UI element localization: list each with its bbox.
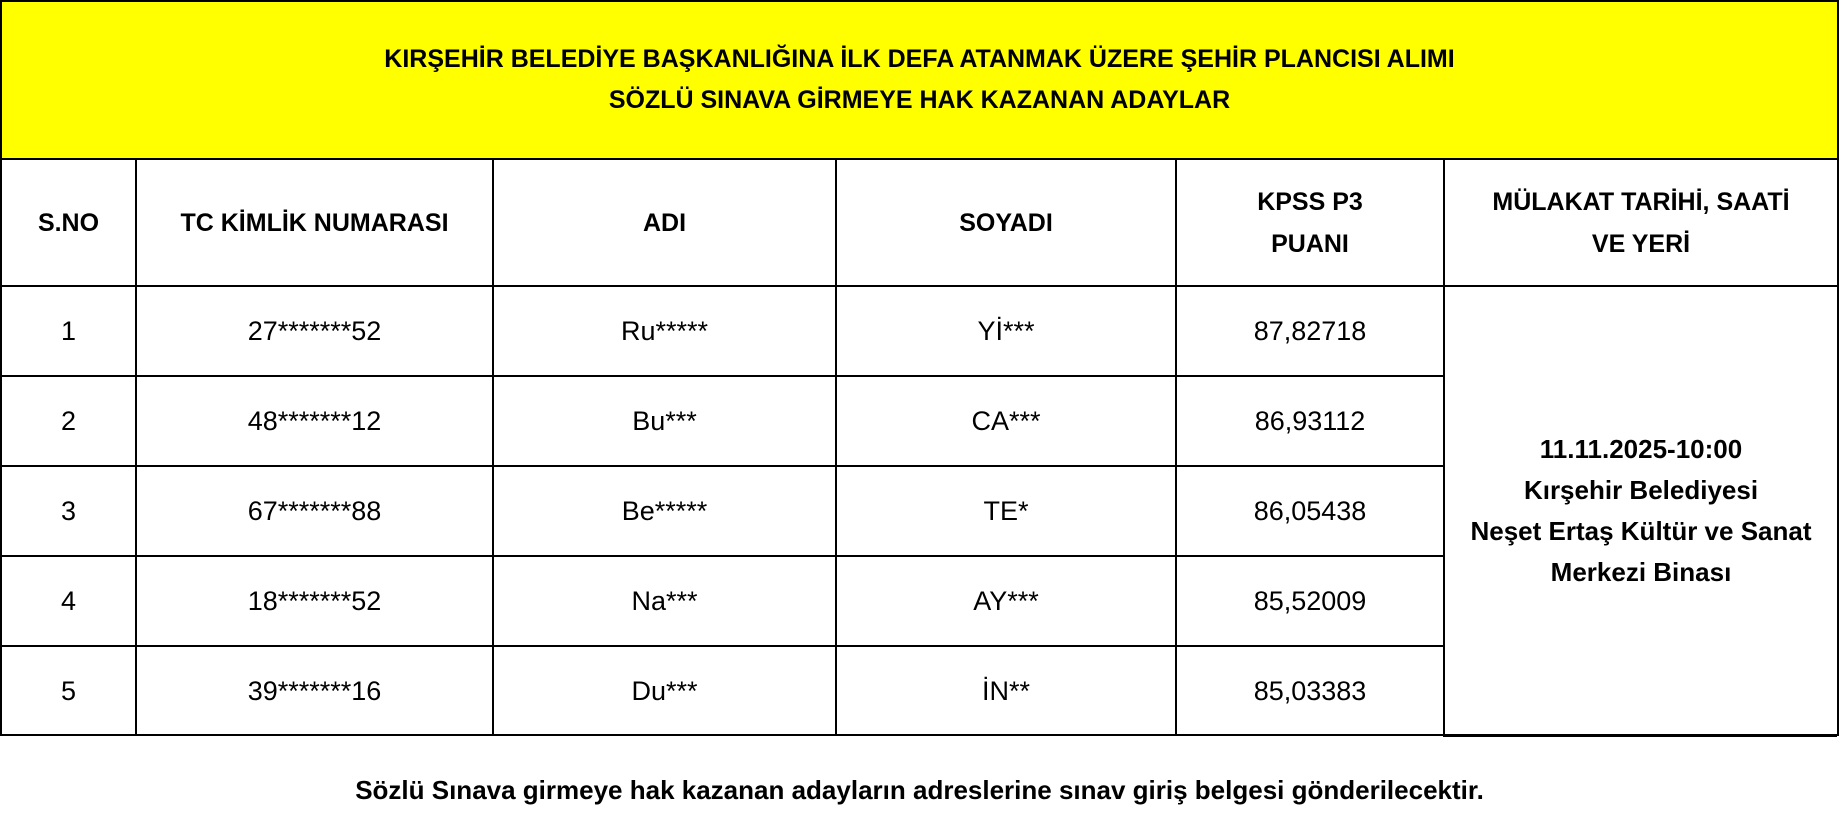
interview-place-line-2: Neşet Ertaş Kültür ve Sanat xyxy=(1470,516,1812,546)
cell-soyadi: İN** xyxy=(836,646,1176,736)
header-tc-kimlik: TC KİMLİK NUMARASI xyxy=(136,160,493,286)
title-band xyxy=(2,2,1837,160)
header-sno: S.NO xyxy=(2,160,136,286)
cell-sno: 1 xyxy=(2,286,136,376)
cell-adi: Bu*** xyxy=(493,376,836,466)
cell-kpss: 86,93112 xyxy=(1176,376,1444,466)
interview-info-cell xyxy=(1444,286,1837,736)
cell-adi: Du*** xyxy=(493,646,836,736)
cell-soyadi: AY*** xyxy=(836,556,1176,646)
title-line-2: SÖZLÜ SINAVA GİRMEYE HAK KAZANAN ADAYLAR xyxy=(608,86,1231,114)
cell-tc: 67*******88 xyxy=(136,466,493,556)
cell-adi: Na*** xyxy=(493,556,836,646)
table-header-row xyxy=(2,160,1837,286)
title-line-1: KIRŞEHİR BELEDİYE BAŞKANLIĞINA İLK DEFA ATANMAK ÜZERE ŞEHİR PLANCISI ALIMI xyxy=(384,45,1455,73)
table-row xyxy=(2,286,1837,376)
header-mulakat-line-1: MÜLAKAT TARİHİ, SAATİ xyxy=(1492,187,1790,216)
cell-tc: 39*******16 xyxy=(136,646,493,736)
cell-tc: 18*******52 xyxy=(136,556,493,646)
header-kpss-line-2: PUANI xyxy=(1271,229,1349,258)
header-soyadi: SOYADI xyxy=(836,160,1176,286)
cell-sno: 2 xyxy=(2,376,136,466)
header-kpss-line-1: KPSS P3 xyxy=(1257,187,1363,216)
cell-adi: Ru***** xyxy=(493,286,836,376)
cell-adi: Be***** xyxy=(493,466,836,556)
cell-tc: 27*******52 xyxy=(136,286,493,376)
cell-sno: 5 xyxy=(2,646,136,736)
header-kpss xyxy=(1176,160,1444,286)
interview-place-line-3: Merkezi Binası xyxy=(1550,557,1732,587)
interview-place-line-1: Kırşehir Belediyesi xyxy=(1523,475,1759,505)
cell-sno: 3 xyxy=(2,466,136,556)
header-mulakat xyxy=(1444,160,1837,286)
header-adi: ADI xyxy=(493,160,836,286)
cell-soyadi: CA*** xyxy=(836,376,1176,466)
candidates-table xyxy=(2,160,1837,737)
cell-kpss: 87,82718 xyxy=(1176,286,1444,376)
interview-datetime: 11.11.2025-10:00 xyxy=(1539,434,1743,464)
header-mulakat-line-2: VE YERİ xyxy=(1591,229,1691,258)
cell-soyadi: TE* xyxy=(836,466,1176,556)
cell-kpss: 85,03383 xyxy=(1176,646,1444,736)
cell-kpss: 85,52009 xyxy=(1176,556,1444,646)
cell-sno: 4 xyxy=(2,556,136,646)
cell-kpss: 86,05438 xyxy=(1176,466,1444,556)
footnote: Sözlü Sınava girmeye hak kazanan adayların adreslerine sınav giriş belgesi gönderilecektir. xyxy=(355,775,1484,805)
cell-soyadi: Yİ*** xyxy=(836,286,1176,376)
cell-tc: 48*******12 xyxy=(136,376,493,466)
